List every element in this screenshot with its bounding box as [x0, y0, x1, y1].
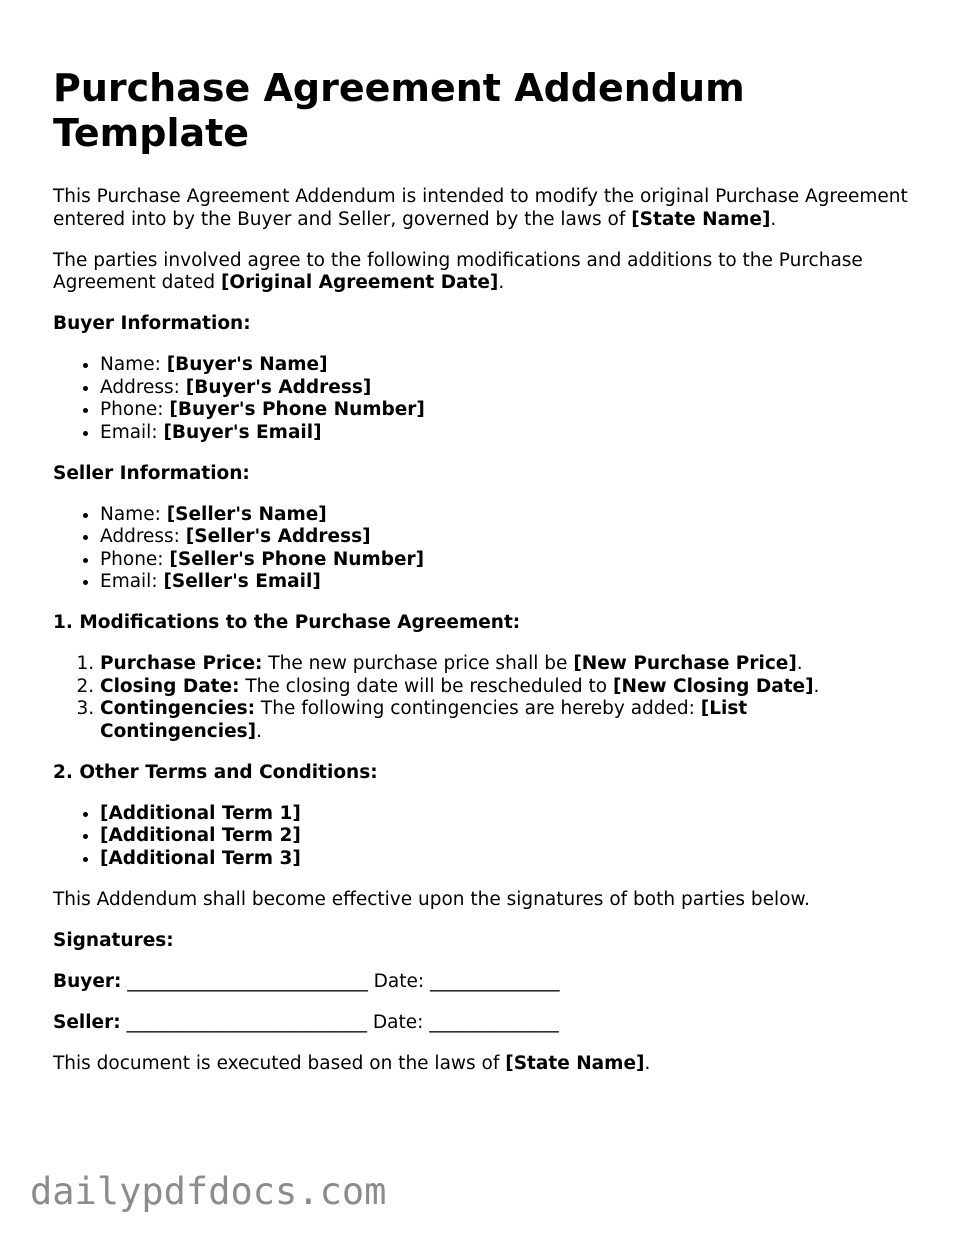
- item-value: [Buyer's Email]: [163, 421, 322, 443]
- other-terms-heading: [53, 762, 913, 785]
- list-item: [100, 549, 913, 572]
- intro-text: This Purchase Agreement Addendum is intended to modify the original Purchase Agreement entered into by the Buyer and Seller, governed by the laws of: [53, 186, 908, 230]
- seller-heading: [53, 463, 913, 486]
- buyer-signature-label: Buyer:: [53, 970, 122, 992]
- seller-signature-line: [53, 1012, 913, 1035]
- seller-date-blank: ______________: [423, 1011, 559, 1033]
- intro-paragraph: [53, 186, 913, 231]
- document-page: [53, 66, 913, 1094]
- buyer-date-label: Date:: [373, 970, 425, 992]
- closing-state-placeholder: [State Name]: [505, 1052, 645, 1074]
- list-item: [100, 399, 913, 422]
- item-end: .: [813, 675, 820, 697]
- item-text: The following contingencies are hereby added:: [255, 698, 701, 719]
- parties-date-placeholder: [Original Agreement Date]: [220, 272, 499, 293]
- parties-paragraph: [53, 250, 913, 295]
- item-value: [Additional Term 2]: [100, 825, 301, 846]
- item-text: The closing date will be rescheduled to: [239, 675, 613, 697]
- list-item: [100, 422, 913, 445]
- item-value: [Buyer's Phone Number]: [169, 399, 425, 420]
- other-terms-heading-text: 2. Other Terms and Conditions:: [53, 761, 378, 783]
- parties-end: .: [498, 272, 505, 293]
- item-value: [Seller's Phone Number]: [169, 548, 425, 570]
- modifications-list: [53, 653, 913, 743]
- intro-end: .: [770, 208, 777, 230]
- seller-heading-text: Seller Information:: [53, 462, 250, 484]
- item-value: [List Contingencies]: [100, 698, 748, 742]
- item-value: [Buyer's Name]: [166, 354, 328, 375]
- buyer-signature-blank: __________________________: [121, 970, 374, 992]
- closing-end: .: [644, 1052, 651, 1074]
- list-item: [100, 825, 913, 848]
- item-value: [New Purchase Price]: [573, 653, 797, 674]
- list-item: [100, 803, 913, 826]
- item-label: Email:: [100, 571, 164, 592]
- seller-signature-blank: __________________________: [120, 1011, 373, 1033]
- intro-state-placeholder: [State Name]: [631, 208, 771, 230]
- other-terms-list: [53, 803, 913, 871]
- list-item: [100, 526, 913, 549]
- watermark: dailypdfdocs.com: [30, 1170, 387, 1213]
- buyer-list: [53, 354, 913, 444]
- page-title: Purchase Agreement Addendum Template: [53, 66, 745, 155]
- item-value: [New Closing Date]: [613, 675, 814, 697]
- buyer-heading: [53, 313, 913, 336]
- list-item: [100, 504, 913, 527]
- buyer-date-blank: ______________: [424, 970, 560, 992]
- seller-date-label: Date:: [372, 1011, 424, 1033]
- buyer-signature-line: [53, 971, 913, 994]
- list-item: [100, 354, 913, 377]
- item-label: Phone:: [100, 548, 170, 570]
- modifications-heading: [53, 612, 913, 635]
- list-item: [100, 571, 913, 594]
- item-label: Address:: [100, 526, 186, 547]
- item-term: Contingencies:: [100, 698, 256, 719]
- modifications-heading-text: 1. Modifications to the Purchase Agreement:: [53, 612, 521, 633]
- item-term: Purchase Price:: [100, 653, 263, 674]
- item-value: [Additional Term 3]: [100, 847, 301, 869]
- list-item: [100, 848, 913, 871]
- signatures-heading-text: Signatures:: [53, 929, 174, 951]
- signatures-heading: [53, 930, 913, 953]
- item-end: .: [256, 720, 262, 742]
- parties-text: The parties involved agree to the following modifications and additions to the Purchase Agreement dated: [53, 249, 863, 293]
- item-value: [Seller's Name]: [166, 503, 327, 525]
- list-item: [100, 653, 913, 676]
- list-item: [100, 377, 913, 400]
- item-label: Name:: [100, 354, 167, 375]
- item-value: [Seller's Address]: [185, 526, 371, 547]
- item-value: [Buyer's Address]: [185, 376, 372, 398]
- item-label: Phone:: [100, 399, 170, 420]
- buyer-heading-text: Buyer Information:: [53, 313, 251, 334]
- seller-signature-label: Seller:: [53, 1011, 121, 1033]
- list-item: [100, 676, 913, 699]
- closing-paragraph: [53, 1053, 913, 1076]
- seller-list: [53, 504, 913, 594]
- item-value: [Additional Term 1]: [100, 802, 301, 824]
- item-text: The new purchase price shall be: [262, 653, 574, 674]
- effective-paragraph: This Addendum shall become effective upon the signatures of both parties below.: [53, 888, 810, 910]
- list-item: [100, 698, 913, 743]
- item-end: .: [796, 653, 803, 674]
- item-term: Closing Date:: [100, 675, 240, 697]
- item-label: Address:: [100, 376, 186, 398]
- item-label: Email:: [100, 421, 164, 443]
- closing-text: This document is executed based on the laws of: [53, 1052, 506, 1074]
- item-value: [Seller's Email]: [163, 571, 321, 592]
- item-label: Name:: [100, 503, 167, 525]
